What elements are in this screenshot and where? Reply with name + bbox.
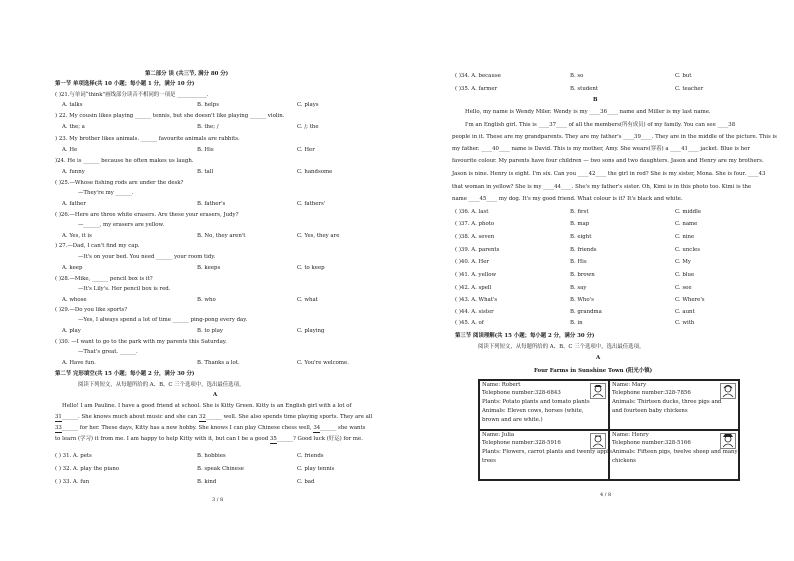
page-number: 4 / 8 bbox=[600, 492, 612, 498]
q23-stem: ) 23. My brother likes animals. ______ favourite animals are rabbits. bbox=[55, 136, 240, 142]
q44-option-b: B. grandma bbox=[570, 309, 602, 315]
farm-telephone: Telephone number:328-5916 bbox=[482, 440, 561, 446]
q33-option-a: ( ) 33. A. fun bbox=[55, 479, 90, 485]
q43-option-b: B. Who's bbox=[570, 297, 594, 303]
q30-stem: ( )30. —I want to go to the park with my parents this Saturday. bbox=[55, 339, 227, 345]
q34-option-c: C. but bbox=[675, 73, 692, 79]
farm-cell-julia bbox=[479, 430, 613, 480]
q39-option-b: B. friends bbox=[570, 247, 597, 253]
section1-title: 第一节 单项选择(共 10 小题；每小题 1 分，满分 10 分) bbox=[55, 81, 195, 87]
blank-32: 32 bbox=[198, 414, 206, 420]
q22-stem: ) 22. My cousin likes playing ______ tennis, but she doesn't like playing ______ violin. bbox=[55, 113, 285, 119]
farm-detail: trees bbox=[482, 458, 496, 464]
q26-option-a: A. Yes, it is bbox=[62, 233, 92, 239]
farms-table bbox=[478, 379, 740, 481]
q29-reply: —Yes, I always spend a lot of time ______ ping-pong every day. bbox=[78, 317, 248, 323]
passage-b-line-5: favourite colour. My parents have four children — two sons and two daughters. Jason and Henry are my brothers. bbox=[452, 158, 764, 164]
q45-option-b: B. in bbox=[570, 320, 583, 326]
q24-option-a: A. funny bbox=[62, 169, 85, 175]
farm-detail: and fourteen baby chickens bbox=[612, 408, 688, 414]
section3-label: A bbox=[596, 355, 601, 361]
q21-stem: ( )21.与单词“think”画线部分读音不相同的一项是 ___________. bbox=[55, 92, 209, 98]
section3-title: 第三节 阅读理解(共 15 小题；每小题 2 分，满分 30 分) bbox=[455, 333, 595, 339]
farm-detail: Animals: Fifteen pigs, twelve sheep and many bbox=[612, 449, 738, 455]
farm-detail: Animals: Thirteen ducks, three pigs and bbox=[612, 399, 722, 405]
q23-option-c: C. Her bbox=[297, 147, 315, 153]
q27-option-c: C. to keep bbox=[297, 265, 325, 271]
farm-name: Name: Mary bbox=[612, 382, 647, 388]
passage-b-line-6: Jason is nine. Henry is eight. I'm six. Can you ____42____ the girl in red? She is my sister, Mona. She is four. ____43 bbox=[452, 171, 766, 177]
q31-option-b: B. hobbies bbox=[197, 453, 226, 459]
blank-33: 33 bbox=[55, 425, 62, 431]
q40-option-b: B. His bbox=[570, 259, 587, 265]
section2-title: 第二节 完形填空(共 15 小题；每小题 2 分，满分 30 分) bbox=[55, 371, 195, 377]
q44-option-c: C. aunt bbox=[675, 309, 695, 315]
passage-b-line-3: people in it. These are my grandparents. They are my father's ____39____. They are in the middle of the picture. This is bbox=[452, 134, 777, 140]
q25-option-c: C. fathers' bbox=[297, 201, 326, 207]
table-title: Four Farms in Sunshine Town (阳光小镇) bbox=[534, 368, 653, 374]
section2-instruction: 阅读下列短文，从每题所给的 A、B、C 三个选项中，选出最佳选项。 bbox=[78, 382, 245, 388]
q34-option-a: ( )34. A. because bbox=[455, 73, 501, 79]
passage-line-4: to learn (学习) it from me. I am happy to help Kitty with it, but can I be a good 35______? Good luck (好运) for me. bbox=[55, 436, 363, 442]
q36-option-b: B. first bbox=[570, 209, 589, 215]
farmer-portrait-icon bbox=[720, 383, 736, 399]
q39-option-c: C. uncles bbox=[675, 247, 701, 253]
passage-line-3: 33______ for her. These days, Kitty has a new hobby. She knows I can play Chinese chess well, 34______ she wants bbox=[55, 425, 366, 431]
q35-option-b: B. student bbox=[570, 86, 599, 92]
farm-cell-mary bbox=[609, 380, 739, 430]
passage-b-line-8: name ____45____ my dog. It's my good friend. What colour is it? It's black and white. bbox=[452, 196, 683, 202]
farm-detail: chickens bbox=[612, 458, 636, 464]
q37-option-c: C. name bbox=[675, 221, 698, 227]
farm-telephone: Telephone number:328-6843 bbox=[482, 390, 561, 396]
q35-option-a: ( )35. A. farmer bbox=[455, 86, 498, 92]
q28-option-c: C. what bbox=[297, 297, 318, 303]
q28-stem: ( )28.—Mike, ______ pencil box is it? bbox=[55, 276, 153, 282]
section3-instruction: 阅读下列短文，从每题所给的 A、B、C 三个选项中，选出最佳选项。 bbox=[478, 344, 645, 350]
passage-b-line-2: I'm an English girl. This is ____37____ of all the members(所有成员) of my family. You can see ____38 bbox=[465, 122, 736, 128]
farm-detail: brown and are white.) bbox=[482, 417, 543, 423]
q41-option-a: ( )41. A. yellow bbox=[455, 272, 497, 278]
q21-option-c: C. plays bbox=[297, 102, 319, 108]
part-title: 第二部分 读 (共三节, 满分 80 分) bbox=[145, 71, 229, 77]
farmer-portrait-icon bbox=[590, 433, 606, 449]
q28-reply: —It's Lily's. Her pencil box is red. bbox=[78, 286, 171, 292]
q26-stem: ( )26.—Here are three white erasers. Are these your erasers, Judy? bbox=[55, 212, 239, 218]
q24-stem: )24. He is ______ because he often makes us laugh. bbox=[55, 158, 194, 164]
q23-option-b: B. His bbox=[197, 147, 214, 153]
q41-option-c: C. blue bbox=[675, 272, 695, 278]
q32-option-b: B. speak Chinese bbox=[197, 466, 244, 472]
q37-option-a: ( )37. A. photo bbox=[455, 221, 495, 227]
q38-option-c: C. nine bbox=[675, 234, 695, 240]
q40-option-c: C. My bbox=[675, 259, 691, 265]
q26-reply: —______, my erasers are yellow. bbox=[78, 222, 165, 228]
farm-name: Name: Robert bbox=[482, 382, 521, 388]
q25-reply: —They're my ______. bbox=[78, 190, 134, 196]
q39-option-a: ( )39. A. parents bbox=[455, 247, 500, 253]
q42-option-a: ( )42. A. spell bbox=[455, 285, 492, 291]
q21-option-b: B. helps bbox=[197, 102, 219, 108]
farm-detail: Animals: Eleven cows, horses (white, bbox=[482, 408, 584, 414]
farm-telephone: Telephone number:328-7856 bbox=[612, 390, 691, 396]
q36-option-a: ( )36. A. last bbox=[455, 209, 489, 215]
q38-option-b: B. eight bbox=[570, 234, 592, 240]
q27-option-b: B. keeps bbox=[197, 265, 221, 271]
q24-option-c: C. handsome bbox=[297, 169, 333, 175]
q25-stem: ( )25.—Whose fishing rods are under the desk? bbox=[55, 180, 184, 186]
passage-b-line-1: Hello, my name is Wendy Miler. Wendy is my ____36____ name and Miller is my last name. bbox=[465, 109, 711, 115]
farm-cell-robert bbox=[479, 380, 609, 430]
q43-option-a: ( )43. A. What's bbox=[455, 297, 498, 303]
passage-line-1: Hello! I am Pauline. I have a good friend at school. She is Kitty Green. Kitty is an English girl with a lot of bbox=[62, 403, 352, 409]
q29-option-b: B. to play bbox=[197, 328, 223, 334]
q25-option-a: A. father bbox=[62, 201, 86, 207]
farm-cell-henry bbox=[609, 430, 739, 480]
q35-option-c: C. teacher bbox=[675, 86, 704, 92]
q31-option-c: C. friends bbox=[297, 453, 324, 459]
q22-option-b: B. the; / bbox=[197, 124, 219, 130]
q32-option-a: ( ) 32. A. play the piano bbox=[55, 466, 120, 472]
blank-35: 35 bbox=[269, 436, 277, 442]
q25-option-b: B. father's bbox=[197, 201, 226, 207]
q40-option-a: ( )40. A. Her bbox=[455, 259, 489, 265]
farm-detail: Plants: Potato plants and tomato plants bbox=[482, 399, 590, 405]
farmer-portrait-icon bbox=[590, 383, 606, 399]
q37-option-b: B. map bbox=[570, 221, 590, 227]
passage-line-2: 31______. She knows much about music and she can 32______ well. She also spends time playing sports. They are all bbox=[55, 414, 373, 420]
blank-34: 34 bbox=[313, 425, 321, 431]
page-number: 3 / 8 bbox=[212, 497, 224, 503]
q23-option-a: A. He bbox=[62, 147, 78, 153]
blank-31: 31 bbox=[55, 414, 62, 420]
q41-option-b: B. brown bbox=[570, 272, 595, 278]
q30-option-b: B. Thanks a lot. bbox=[197, 360, 240, 366]
farm-detail: Plants: Flowers, carrot plants and twenty apple bbox=[482, 449, 613, 455]
q32-option-c: C. play tennis bbox=[297, 466, 335, 472]
farm-telephone: Telephone number:328-5166 bbox=[612, 440, 691, 446]
farm-name: Name: Julia bbox=[482, 432, 515, 438]
q29-option-a: A. play bbox=[62, 328, 81, 334]
passage-b-label: B bbox=[593, 97, 598, 103]
q30-option-a: A. Have fun. bbox=[62, 360, 96, 366]
q38-option-a: ( )38. A. seven bbox=[455, 234, 495, 240]
q36-option-c: C. middle bbox=[675, 209, 702, 215]
q30-reply: —That's great. ______. bbox=[78, 349, 138, 355]
q22-option-a: A. the; a bbox=[62, 124, 85, 130]
q42-option-b: B. say bbox=[570, 285, 587, 291]
q28-option-a: A. whose bbox=[62, 297, 87, 303]
passage-b-line-7: that woman in yellow? She is my ____44____. She's my father's sister. Oh, Kimi is in this photo too. Kimi is the bbox=[452, 184, 752, 190]
q43-option-c: C. Where's bbox=[675, 297, 705, 303]
passage-a-label: A bbox=[213, 392, 218, 398]
q26-option-b: B. No, they aren't bbox=[197, 233, 246, 239]
q44-option-a: ( )44. A. sister bbox=[455, 309, 494, 315]
q27-option-a: A. keep bbox=[62, 265, 83, 271]
q45-option-a: ( )45. A. of bbox=[455, 320, 484, 326]
q42-option-c: C. see bbox=[675, 285, 692, 291]
q21-option-a: A. talks bbox=[62, 102, 83, 108]
farmer-portrait-icon bbox=[720, 433, 736, 449]
q24-option-b: B. tall bbox=[197, 169, 214, 175]
q31-option-a: ( ) 31. A. pets bbox=[55, 453, 92, 459]
q29-stem: ( )29.—Do you like sports? bbox=[55, 307, 128, 313]
q33-option-c: C. bad bbox=[297, 479, 315, 485]
farm-name: Name: Henry bbox=[612, 432, 649, 438]
q34-option-b: B. so bbox=[570, 73, 584, 79]
q28-option-b: B. who bbox=[197, 297, 216, 303]
q29-option-c: C. playing bbox=[297, 328, 325, 334]
right-page bbox=[400, 0, 794, 561]
q33-option-b: B. kind bbox=[197, 479, 217, 485]
q45-option-c: C. with bbox=[675, 320, 695, 326]
passage-b-line-4: my father. ____40____ name is David. This is my mother, Amy. She wears(穿着) a ____41____ jacket. Blue is her bbox=[452, 146, 750, 152]
q27-reply: —It's on your bed. You need ______ your room tidy. bbox=[78, 254, 216, 260]
q26-option-c: C. Yes, they are bbox=[297, 233, 340, 239]
q30-option-c: C. You're welcome. bbox=[297, 360, 349, 366]
q22-option-c: C. /; the bbox=[297, 124, 319, 130]
q27-stem: ) 27.—Dad, I can't find my cap. bbox=[55, 243, 140, 249]
